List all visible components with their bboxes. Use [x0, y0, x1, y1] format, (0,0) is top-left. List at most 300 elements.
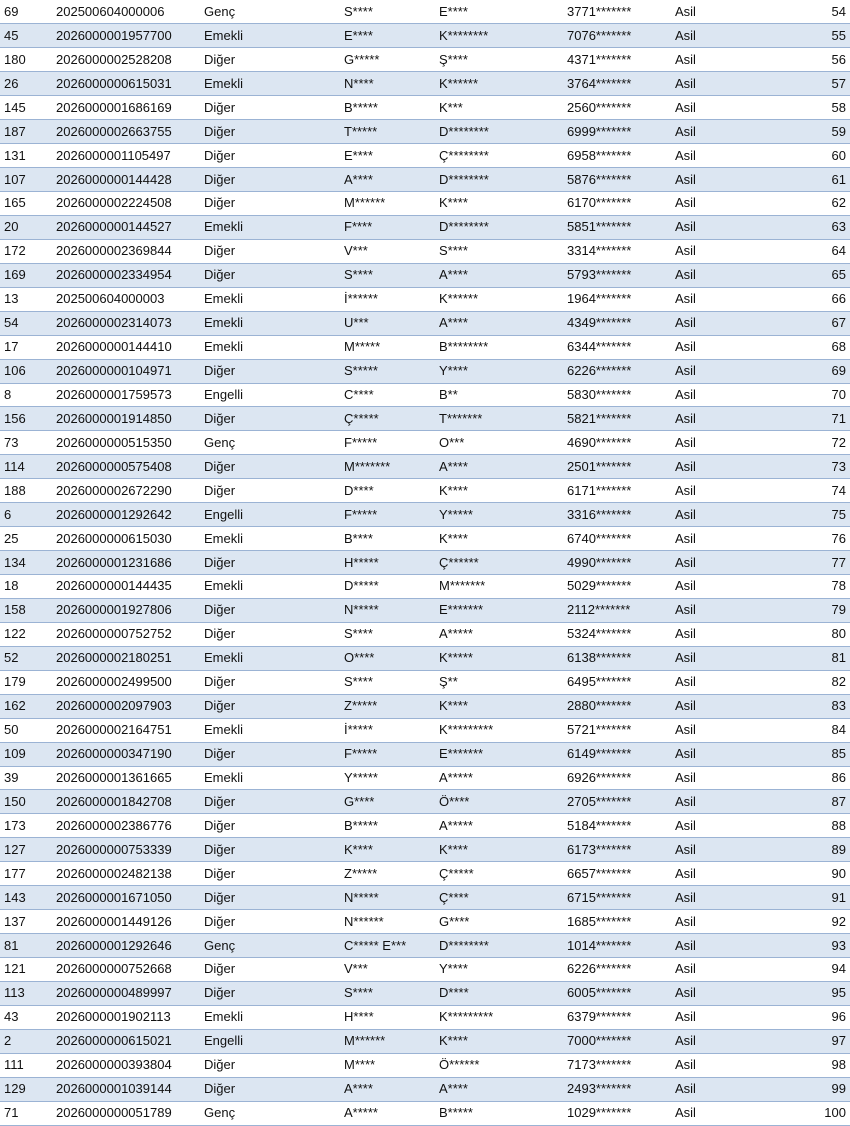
cell-id-number: 1029*******	[563, 1101, 671, 1125]
cell-first-name: M*******	[340, 455, 435, 479]
cell-order: 96	[770, 1005, 850, 1029]
cell-application-id: 2026000000104971	[52, 359, 200, 383]
cell-last-name: B*****	[435, 1101, 563, 1125]
cell-first-name: S****	[340, 263, 435, 287]
cell-first-name: A****	[340, 168, 435, 192]
cell-no: 143	[0, 886, 52, 910]
cell-id-number: 6344*******	[563, 335, 671, 359]
cell-order: 70	[770, 383, 850, 407]
cell-category: Diğer	[200, 838, 340, 862]
cell-id-number: 3316*******	[563, 503, 671, 527]
cell-category: Emekli	[200, 575, 340, 599]
cell-status: Asil	[671, 383, 770, 407]
cell-status: Asil	[671, 168, 770, 192]
cell-id-number: 1014*******	[563, 934, 671, 958]
cell-no: 81	[0, 934, 52, 958]
cell-order: 64	[770, 239, 850, 263]
cell-order: 97	[770, 1029, 850, 1053]
cell-order: 62	[770, 192, 850, 216]
cell-id-number: 5324*******	[563, 622, 671, 646]
cell-application-id: 2026000000753339	[52, 838, 200, 862]
cell-id-number: 3771*******	[563, 0, 671, 24]
table-row	[0, 48, 850, 72]
cell-application-id: 2026000000144428	[52, 168, 200, 192]
cell-application-id: 2026000002386776	[52, 814, 200, 838]
cell-category: Diğer	[200, 263, 340, 287]
cell-id-number: 6173*******	[563, 838, 671, 862]
cell-order: 59	[770, 120, 850, 144]
cell-status: Asil	[671, 479, 770, 503]
table-row	[0, 934, 850, 958]
cell-application-id: 2026000001914850	[52, 407, 200, 431]
cell-last-name: K*****	[435, 646, 563, 670]
cell-no: 122	[0, 622, 52, 646]
cell-category: Genç	[200, 431, 340, 455]
cell-no: 54	[0, 311, 52, 335]
table-row	[0, 694, 850, 718]
cell-application-id: 2026000002164751	[52, 718, 200, 742]
table-row	[0, 263, 850, 287]
table-row	[0, 144, 850, 168]
cell-no: 17	[0, 335, 52, 359]
cell-last-name: Y*****	[435, 503, 563, 527]
cell-last-name: E****	[435, 0, 563, 24]
table-row	[0, 1101, 850, 1125]
cell-application-id: 2026000002314073	[52, 311, 200, 335]
cell-first-name: M****	[340, 1053, 435, 1077]
cell-last-name: Ö****	[435, 790, 563, 814]
cell-first-name: O****	[340, 646, 435, 670]
cell-category: Diğer	[200, 144, 340, 168]
cell-order: 66	[770, 287, 850, 311]
table-row	[0, 24, 850, 48]
cell-application-id: 2026000002528208	[52, 48, 200, 72]
cell-id-number: 3764*******	[563, 72, 671, 96]
cell-status: Asil	[671, 646, 770, 670]
cell-last-name: Ş****	[435, 48, 563, 72]
cell-status: Asil	[671, 503, 770, 527]
cell-order: 77	[770, 551, 850, 575]
cell-first-name: N*****	[340, 598, 435, 622]
cell-first-name: M******	[340, 1029, 435, 1053]
cell-id-number: 2112*******	[563, 598, 671, 622]
cell-category: Diğer	[200, 790, 340, 814]
cell-order: 89	[770, 838, 850, 862]
cell-category: Genç	[200, 1101, 340, 1125]
cell-order: 73	[770, 455, 850, 479]
cell-first-name: D*****	[340, 575, 435, 599]
cell-status: Asil	[671, 455, 770, 479]
table-row	[0, 359, 850, 383]
cell-order: 86	[770, 766, 850, 790]
cell-application-id: 2026000001842708	[52, 790, 200, 814]
cell-status: Asil	[671, 1077, 770, 1101]
cell-application-id: 202500604000006	[52, 0, 200, 24]
cell-first-name: N*****	[340, 886, 435, 910]
cell-last-name: K****	[435, 838, 563, 862]
table-row	[0, 981, 850, 1005]
cell-category: Emekli	[200, 527, 340, 551]
cell-order: 58	[770, 96, 850, 120]
cell-id-number: 2501*******	[563, 455, 671, 479]
cell-status: Asil	[671, 263, 770, 287]
table-row	[0, 455, 850, 479]
cell-id-number: 5721*******	[563, 718, 671, 742]
cell-category: Diğer	[200, 168, 340, 192]
cell-application-id: 2026000000575408	[52, 455, 200, 479]
cell-category: Diğer	[200, 96, 340, 120]
cell-last-name: K****	[435, 192, 563, 216]
cell-order: 91	[770, 886, 850, 910]
table-row	[0, 407, 850, 431]
cell-category: Diğer	[200, 359, 340, 383]
cell-last-name: D********	[435, 934, 563, 958]
cell-category: Emekli	[200, 215, 340, 239]
cell-last-name: K*********	[435, 1005, 563, 1029]
cell-status: Asil	[671, 431, 770, 455]
cell-application-id: 2026000000144435	[52, 575, 200, 599]
cell-category: Diğer	[200, 814, 340, 838]
cell-status: Asil	[671, 48, 770, 72]
cell-category: Emekli	[200, 287, 340, 311]
cell-order: 56	[770, 48, 850, 72]
cell-application-id: 2026000000752752	[52, 622, 200, 646]
cell-first-name: U***	[340, 311, 435, 335]
cell-application-id: 2026000002334954	[52, 263, 200, 287]
cell-last-name: A****	[435, 455, 563, 479]
cell-id-number: 5184*******	[563, 814, 671, 838]
cell-status: Asil	[671, 287, 770, 311]
cell-id-number: 6226*******	[563, 359, 671, 383]
cell-application-id: 2026000001039144	[52, 1077, 200, 1101]
cell-no: 145	[0, 96, 52, 120]
cell-status: Asil	[671, 215, 770, 239]
cell-first-name: Y*****	[340, 766, 435, 790]
cell-last-name: K*********	[435, 718, 563, 742]
cell-application-id: 2026000000515350	[52, 431, 200, 455]
cell-order: 54	[770, 0, 850, 24]
cell-category: Diğer	[200, 622, 340, 646]
cell-first-name: B*****	[340, 96, 435, 120]
cell-category: Diğer	[200, 910, 340, 934]
cell-status: Asil	[671, 335, 770, 359]
cell-last-name: D********	[435, 215, 563, 239]
cell-last-name: A*****	[435, 766, 563, 790]
cell-last-name: Y****	[435, 958, 563, 982]
cell-id-number: 7173*******	[563, 1053, 671, 1077]
cell-status: Asil	[671, 239, 770, 263]
cell-order: 92	[770, 910, 850, 934]
cell-category: Diğer	[200, 239, 340, 263]
cell-category: Diğer	[200, 1053, 340, 1077]
cell-no: 107	[0, 168, 52, 192]
cell-id-number: 6657*******	[563, 862, 671, 886]
cell-first-name: V***	[340, 239, 435, 263]
cell-category: Emekli	[200, 718, 340, 742]
cell-status: Asil	[671, 958, 770, 982]
cell-order: 67	[770, 311, 850, 335]
cell-first-name: A****	[340, 1077, 435, 1101]
cell-last-name: K***	[435, 96, 563, 120]
cell-no: 39	[0, 766, 52, 790]
table-row	[0, 670, 850, 694]
cell-no: 121	[0, 958, 52, 982]
cell-order: 71	[770, 407, 850, 431]
cell-category: Engelli	[200, 383, 340, 407]
table-row	[0, 0, 850, 24]
cell-application-id: 2026000000752668	[52, 958, 200, 982]
cell-status: Asil	[671, 886, 770, 910]
cell-order: 75	[770, 503, 850, 527]
cell-first-name: S****	[340, 981, 435, 1005]
cell-no: 52	[0, 646, 52, 670]
cell-status: Asil	[671, 120, 770, 144]
cell-id-number: 6226*******	[563, 958, 671, 982]
cell-category: Emekli	[200, 335, 340, 359]
cell-id-number: 5821*******	[563, 407, 671, 431]
cell-no: 158	[0, 598, 52, 622]
table-row	[0, 814, 850, 838]
cell-last-name: Ç*****	[435, 862, 563, 886]
cell-id-number: 2880*******	[563, 694, 671, 718]
table-row	[0, 1053, 850, 1077]
cell-status: Asil	[671, 598, 770, 622]
cell-no: 8	[0, 383, 52, 407]
cell-last-name: K****	[435, 479, 563, 503]
table-row	[0, 431, 850, 455]
cell-no: 187	[0, 120, 52, 144]
cell-first-name: N******	[340, 910, 435, 934]
cell-order: 82	[770, 670, 850, 694]
cell-order: 90	[770, 862, 850, 886]
cell-first-name: F*****	[340, 431, 435, 455]
cell-application-id: 2026000000347190	[52, 742, 200, 766]
cell-last-name: E*******	[435, 742, 563, 766]
cell-application-id: 2026000002672290	[52, 479, 200, 503]
cell-status: Asil	[671, 407, 770, 431]
cell-status: Asil	[671, 96, 770, 120]
cell-category: Diğer	[200, 886, 340, 910]
cell-application-id: 2026000002180251	[52, 646, 200, 670]
cell-category: Diğer	[200, 455, 340, 479]
cell-application-id: 2026000001231686	[52, 551, 200, 575]
cell-last-name: K****	[435, 694, 563, 718]
cell-id-number: 6495*******	[563, 670, 671, 694]
cell-application-id: 2026000002097903	[52, 694, 200, 718]
cell-id-number: 4349*******	[563, 311, 671, 335]
cell-application-id: 2026000000615030	[52, 527, 200, 551]
cell-category: Emekli	[200, 72, 340, 96]
cell-order: 94	[770, 958, 850, 982]
cell-last-name: A****	[435, 311, 563, 335]
table-row	[0, 335, 850, 359]
table-row	[0, 646, 850, 670]
cell-order: 84	[770, 718, 850, 742]
cell-application-id: 2026000000393804	[52, 1053, 200, 1077]
cell-first-name: T*****	[340, 120, 435, 144]
cell-status: Asil	[671, 862, 770, 886]
table-row	[0, 718, 850, 742]
cell-status: Asil	[671, 670, 770, 694]
cell-status: Asil	[671, 192, 770, 216]
cell-application-id: 2026000000144410	[52, 335, 200, 359]
cell-status: Asil	[671, 1053, 770, 1077]
cell-first-name: H*****	[340, 551, 435, 575]
cell-id-number: 3314*******	[563, 239, 671, 263]
cell-status: Asil	[671, 766, 770, 790]
cell-category: Emekli	[200, 311, 340, 335]
cell-status: Asil	[671, 1005, 770, 1029]
cell-order: 69	[770, 359, 850, 383]
cell-first-name: F*****	[340, 503, 435, 527]
cell-order: 100	[770, 1101, 850, 1125]
cell-category: Engelli	[200, 503, 340, 527]
cell-category: Genç	[200, 0, 340, 24]
cell-category: Diğer	[200, 120, 340, 144]
cell-application-id: 2026000001449126	[52, 910, 200, 934]
cell-order: 55	[770, 24, 850, 48]
cell-no: 131	[0, 144, 52, 168]
table-row	[0, 910, 850, 934]
cell-no: 69	[0, 0, 52, 24]
cell-last-name: K********	[435, 24, 563, 48]
cell-order: 93	[770, 934, 850, 958]
cell-status: Asil	[671, 0, 770, 24]
cell-last-name: M*******	[435, 575, 563, 599]
cell-category: Genç	[200, 934, 340, 958]
cell-first-name: D****	[340, 479, 435, 503]
cell-status: Asil	[671, 359, 770, 383]
cell-last-name: T*******	[435, 407, 563, 431]
cell-no: 45	[0, 24, 52, 48]
cell-id-number: 6171*******	[563, 479, 671, 503]
cell-last-name: Ö******	[435, 1053, 563, 1077]
cell-status: Asil	[671, 527, 770, 551]
cell-status: Asil	[671, 981, 770, 1005]
cell-order: 83	[770, 694, 850, 718]
cell-id-number: 4690*******	[563, 431, 671, 455]
cell-application-id: 2026000002224508	[52, 192, 200, 216]
cell-category: Diğer	[200, 48, 340, 72]
cell-first-name: B*****	[340, 814, 435, 838]
table-row	[0, 622, 850, 646]
cell-order: 79	[770, 598, 850, 622]
cell-last-name: Ç********	[435, 144, 563, 168]
table-row	[0, 838, 850, 862]
cell-order: 95	[770, 981, 850, 1005]
cell-no: 43	[0, 1005, 52, 1029]
cell-last-name: S****	[435, 239, 563, 263]
table-row	[0, 862, 850, 886]
cell-category: Diğer	[200, 862, 340, 886]
cell-first-name: E****	[340, 24, 435, 48]
cell-status: Asil	[671, 622, 770, 646]
cell-id-number: 2560*******	[563, 96, 671, 120]
cell-first-name: G*****	[340, 48, 435, 72]
cell-order: 76	[770, 527, 850, 551]
cell-first-name: S****	[340, 622, 435, 646]
cell-no: 73	[0, 431, 52, 455]
table-row	[0, 311, 850, 335]
cell-application-id: 2026000001292642	[52, 503, 200, 527]
cell-category: Engelli	[200, 1029, 340, 1053]
cell-no: 162	[0, 694, 52, 718]
table-row	[0, 1077, 850, 1101]
cell-id-number: 6138*******	[563, 646, 671, 670]
cell-first-name: S*****	[340, 359, 435, 383]
cell-id-number: 5793*******	[563, 263, 671, 287]
cell-no: 114	[0, 455, 52, 479]
cell-application-id: 2026000000615021	[52, 1029, 200, 1053]
cell-first-name: M*****	[340, 335, 435, 359]
cell-category: Diğer	[200, 670, 340, 694]
cell-id-number: 7000*******	[563, 1029, 671, 1053]
cell-order: 88	[770, 814, 850, 838]
cell-first-name: N****	[340, 72, 435, 96]
cell-order: 98	[770, 1053, 850, 1077]
cell-category: Diğer	[200, 981, 340, 1005]
cell-application-id: 2026000000051789	[52, 1101, 200, 1125]
table-row	[0, 790, 850, 814]
table-row	[0, 72, 850, 96]
cell-status: Asil	[671, 934, 770, 958]
cell-order: 65	[770, 263, 850, 287]
table-row	[0, 287, 850, 311]
cell-status: Asil	[671, 551, 770, 575]
cell-status: Asil	[671, 838, 770, 862]
cell-application-id: 2026000001957700	[52, 24, 200, 48]
table-row	[0, 551, 850, 575]
cell-id-number: 5830*******	[563, 383, 671, 407]
table-row	[0, 886, 850, 910]
cell-order: 87	[770, 790, 850, 814]
table-row	[0, 527, 850, 551]
table-row	[0, 239, 850, 263]
cell-no: 165	[0, 192, 52, 216]
cell-no: 134	[0, 551, 52, 575]
cell-order: 78	[770, 575, 850, 599]
cell-first-name: F****	[340, 215, 435, 239]
cell-no: 150	[0, 790, 52, 814]
cell-first-name: S****	[340, 670, 435, 694]
cell-last-name: O***	[435, 431, 563, 455]
cell-id-number: 1964*******	[563, 287, 671, 311]
table-row	[0, 503, 850, 527]
cell-first-name: C***** E***	[340, 934, 435, 958]
table-row	[0, 1029, 850, 1053]
table-row	[0, 1005, 850, 1029]
cell-last-name: D********	[435, 168, 563, 192]
cell-no: 169	[0, 263, 52, 287]
cell-last-name: A****	[435, 263, 563, 287]
cell-first-name: E****	[340, 144, 435, 168]
cell-first-name: K****	[340, 838, 435, 862]
cell-status: Asil	[671, 910, 770, 934]
cell-category: Diğer	[200, 192, 340, 216]
cell-id-number: 5851*******	[563, 215, 671, 239]
cell-no: 129	[0, 1077, 52, 1101]
cell-order: 72	[770, 431, 850, 455]
cell-no: 156	[0, 407, 52, 431]
cell-order: 68	[770, 335, 850, 359]
table-row	[0, 120, 850, 144]
cell-status: Asil	[671, 311, 770, 335]
table-row	[0, 96, 850, 120]
cell-first-name: S****	[340, 0, 435, 24]
table-row	[0, 479, 850, 503]
cell-no: 188	[0, 479, 52, 503]
cell-status: Asil	[671, 1029, 770, 1053]
